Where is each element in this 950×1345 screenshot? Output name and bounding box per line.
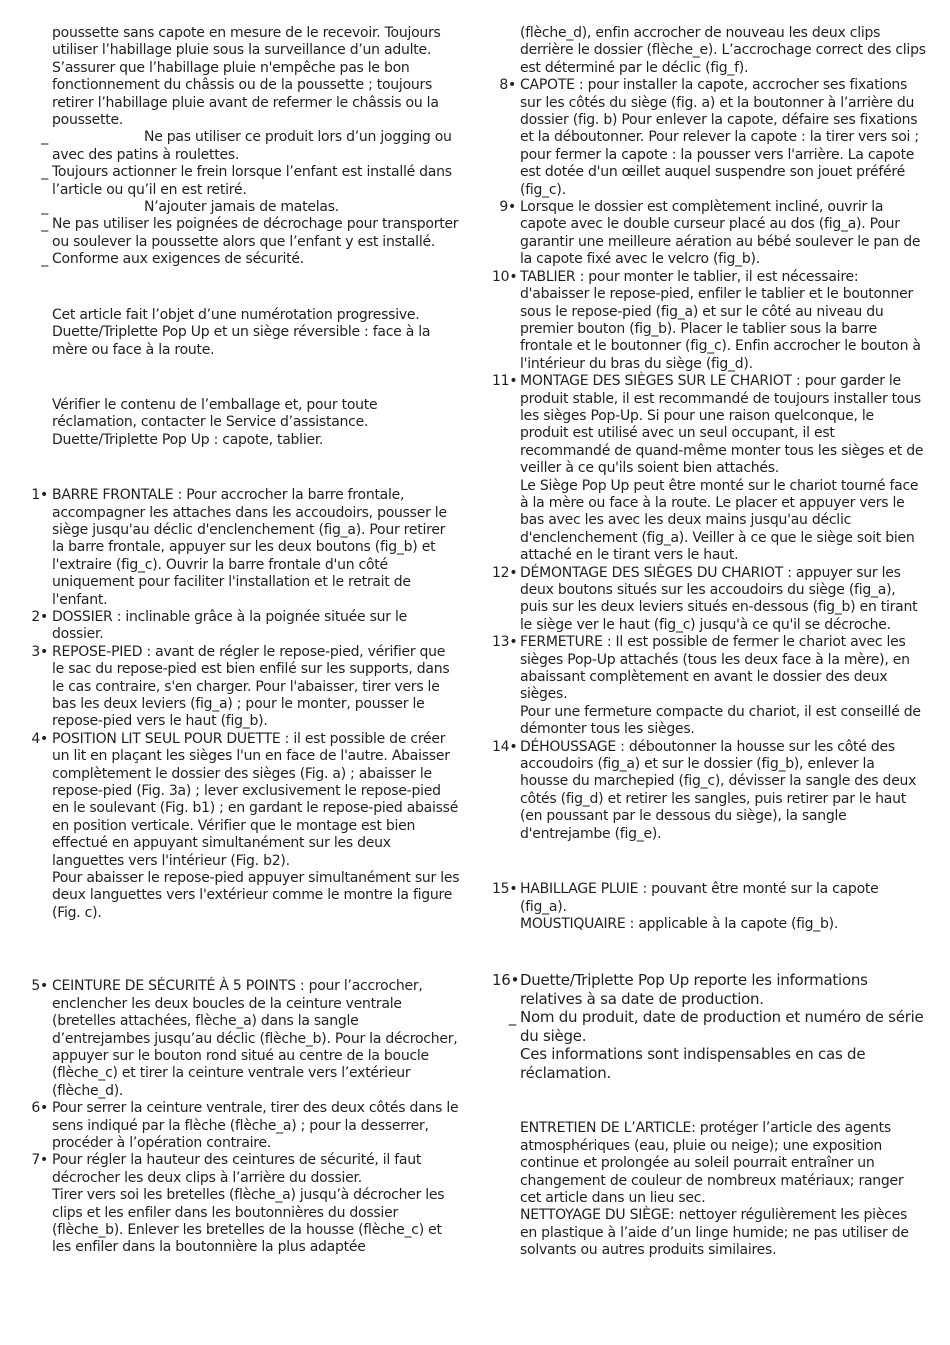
numbering-note: Cet article fait l’objet d’une numérotation progressive. Duette/Triplette Pop Up et un siège réversible : face à la mère ou face à la route. — [52, 306, 431, 358]
instruction-item-continued: Pour abaisser le repose-pied appuyer simultanément sur les deux languettes vers l'extérieur comme le montre la figure (Fig. c). — [52, 870, 460, 921]
right-column — [492, 25, 926, 1260]
instruction-item: 2• DOSSIER : inclinable grâce à la poignée située sur le dossier. — [31, 608, 407, 643]
instruction-item: 16• Duette/Triplette Pop Up reporte les informations relatives à sa date de production. — [492, 971, 868, 1008]
production-info-item: _ Nom du produit, date de production et numéro de série du siège. — [508, 1008, 924, 1045]
instruction-item-continued: Tirer vers soi les bretelles (flèche_a) jusqu’à décrocher les clips et les enfiler dans les boutonnières du dossier (flèche_b). Enlever les bretelles de la housse (flèche_c) et les enfiler dans la boutonnière la plus adaptée — [52, 1187, 445, 1256]
instruction-item: 7• Pour régler la hauteur des ceintures de sécurité, il faut décrocher les deux clips à l’arrière du dossier. — [31, 1152, 422, 1186]
instruction-item: 5• CEINTURE DE SÉCURITÉ À 5 POINTS : pour l’accrocher, enclencher les deux boucles de la ceinture ventrale (bretelles attachées, flèche_a) dans la sangle d’entrejambes jusqu’au déclic (flèche_b). Pour la décrocher, appuyer sur le bouton rond situé au centre de la boucle (flèche_c) et tirer la ceinture ventrale vers l’extérieur (flèche_d). — [31, 978, 458, 1099]
instruction-item: 11• MONTAGE DES SIÈGES SUR LE CHARIOT : pour garder le produit stable, il est recommandé de toujours installer tous les sièges Pop-Up. Si pour une raison quelconque, le produit est utilisé avec un seul occupant, il est recommandé de quand-même monter tous les sièges et de veiller à ce qu'ils soient bien attachés. — [492, 373, 924, 477]
instruction-item: 1• BARRE FRONTALE : Pour accrocher la barre frontale, accompagner les attaches dans les accoudoirs, pousser le siège jusqu'au déclic d'enclenchement (fig_a). Pour retirer la barre frontale, appuyer sur les deux boutons (fig_b) et l'extraire (fig_c). Ouvrir la barre frontale d'un côté uniquement pour faciliter l'installation et le retrait de l'enfant. — [31, 487, 447, 608]
instruction-item-continued: Le Siège Pop Up peut être monté sur le chariot tourné face à la mère ou face à la route. Le placer et appuyer vers le bas avec les avec les deux mains jusqu'au déclic d'enclenchement (fig_a). Veiller à ce que le siège soit bien attaché en le tirant vers le haut. — [520, 477, 919, 564]
instruction-item: 13• FERMETURE : Il est possible de fermer le chariot avec les sièges Pop-Up attachés (tous les deux face à la mère), en abaissant complètement en avant le dossier des deux sièges. — [492, 634, 910, 703]
cleaning-paragraph: NETTOYAGE DU SIÈGE: nettoyer régulièrement les pièces en plastique à l’aide d’un linge humide; ne pas utiliser de solvants ou autres produits similaires. — [520, 1207, 909, 1259]
warning-item: _ Toujours actionner le frein lorsque l’enfant est installé dans l’article ou qu’il en est retiré. — [41, 164, 452, 198]
warning-item: _ Conforme aux exigences de sécurité. — [41, 251, 304, 268]
instruction-item: 10• TABLIER : pour monter le tablier, il est nécessaire: d'abaisser le repose-pied, enfiler le tablier et le boutonner sous le repose-pied (fig_a) et sur le côté au niveau du premier bouton (fig_b). Placer le tablier sous la barre frontale et le boutonner (fig_c). Enfin accrocher le bouton à l'intérieur du bras du siège (fig_d). — [492, 268, 921, 372]
continuation-paragraph: (flèche_d), enfin accrocher de nouveau les deux clips derrière le dossier (flèche_e). L’accrochage correct des clips est déterminé par le déclic (fig_f). — [520, 25, 926, 76]
care-paragraph: ENTRETIEN DE L’ARTICLE: protéger l’article des agents atmosphériques (eau, pluie ou neige); une exposition continue et prolongée au soleil pourrait entraîner un changement de couleur de nombreux matériaux; ranger cet article dans un lieu sec. — [520, 1120, 904, 1206]
instruction-item: 15• HABILLAGE PLUIE : pouvant être monté sur la capote (fig_a). — [492, 881, 879, 915]
production-info-note: Ces informations sont indispensables en cas de réclamation. — [520, 1045, 866, 1082]
instruction-item: 4• POSITION LIT SEUL POUR DUETTE : il est possible de créer un lit en plaçant les sièges l'un en face de l'autre. Abaisser complètement le dossier des sièges (Fig. a) ; abaisser le repose-pied (Fig. 3a) ; lever exclusivement le repose-pied en le soulevant (Fig. b1) ; en gardant le repose-pied abaissé en position verticale. Vérifier que le montage est bien effectué en appuyant simultanément sur les deux languettes vers l'intérieur (Fig. b2). — [31, 730, 459, 869]
instruction-item: 3• REPOSE-PIED : avant de régler le repose-pied, vérifier que le sac du repose-pied est bien enfilé sur les supports, dans le cas contraire, s'en charger. Pour l'abaisser, tirer vers le bas les deux leviers (fig_a) ; pour le monter, pousser le repose-pied vers le haut (fig_b). — [31, 643, 450, 730]
warning-item: _ N’ajouter jamais de matelas. — [41, 199, 339, 216]
instruction-item: 8• CAPOTE : pour installer la capote, accrocher ses fixations sur les côtés du siège (fig. a) et la boutonner à l’arrière du dossier (fig. b) Pour enlever la capote, défaire ses fixations et la déboutonner. Pour relever la capote : la tirer vers soi ; pour fermer la capote : la pousser vers l'arrière. La capote est dotée d'un œillet auquel suspendre son jouet préféré (fig_c). — [499, 77, 919, 198]
left-column — [24, 25, 460, 1257]
instruction-item: 14• DÉHOUSSAGE : déboutonner la housse sur les côté des accoudoirs (fig_a) et sur le dossier (fig_b), enlever la housse du marchepied (fig_c), dévisser la sangle des deux côtés (fig_d) et retirer les sangles, puis retirer par le haut (en poussant par le dessous du siège), la sangle d'entrejambe (fig_e). — [492, 738, 917, 842]
warning-item: _ Ne pas utiliser ce produit lors d’un jogging ou avec des patins à roulettes. — [41, 129, 452, 163]
instruction-item-continued: Pour une fermeture compacte du chariot, il est conseillé de démonter tous les sièges. — [520, 703, 921, 738]
instruction-item-continued: MOUSTIQUAIRE : applicable à la capote (fig_b). — [520, 915, 839, 932]
instruction-item: 12• DÉMONTAGE DES SIÈGES DU CHARIOT : appuyer sur les deux boutons situés sur les accoudoirs du siège (fig_a), puis sur les deux leviers situés en-dessous (fig_b) en tirant le siège ver le haut (fig_c) jusqu'à ce qu'il se décroche. — [492, 564, 918, 633]
intro-paragraph: poussette sans capote en mesure de le recevoir. Toujours utiliser l’habillage pluie sous la surveillance d’un adulte. S’assurer que l’habillage pluie n'empêche pas le bon fonctionnement du châssis ou de la poussette ; toujours retirer l’habillage pluie avant de refermer le châssis ou la poussette. — [52, 25, 441, 129]
contents-note: Vérifier le contenu de l’emballage et, pour toute réclamation, contacter le Service d’assistance. Duette/Triplette Pop Up : capote, tablier. — [52, 396, 378, 448]
instruction-item: 9• Lorsque le dossier est complètement incliné, ouvrir la capote avec le double curseur placé au dos (fig_a). Pour garantir une meilleure aération au bébé soulever le pan de la capote fixé avec le velcro (fig_b). — [499, 199, 921, 268]
instruction-item: 6• Pour serrer la ceinture ventrale, tirer des deux côtés dans le sens indiqué par la flèche (flèche_a) ; pour la desserrer, procéder à l’opération contraire. — [31, 1100, 459, 1151]
warning-item: _ Ne pas utiliser les poignées de décrochage pour transporter ou soulever la poussette alors que l’enfant y est installé. — [41, 216, 459, 250]
instruction-list-right — [492, 77, 926, 843]
instruction-list-left — [24, 487, 460, 1257]
